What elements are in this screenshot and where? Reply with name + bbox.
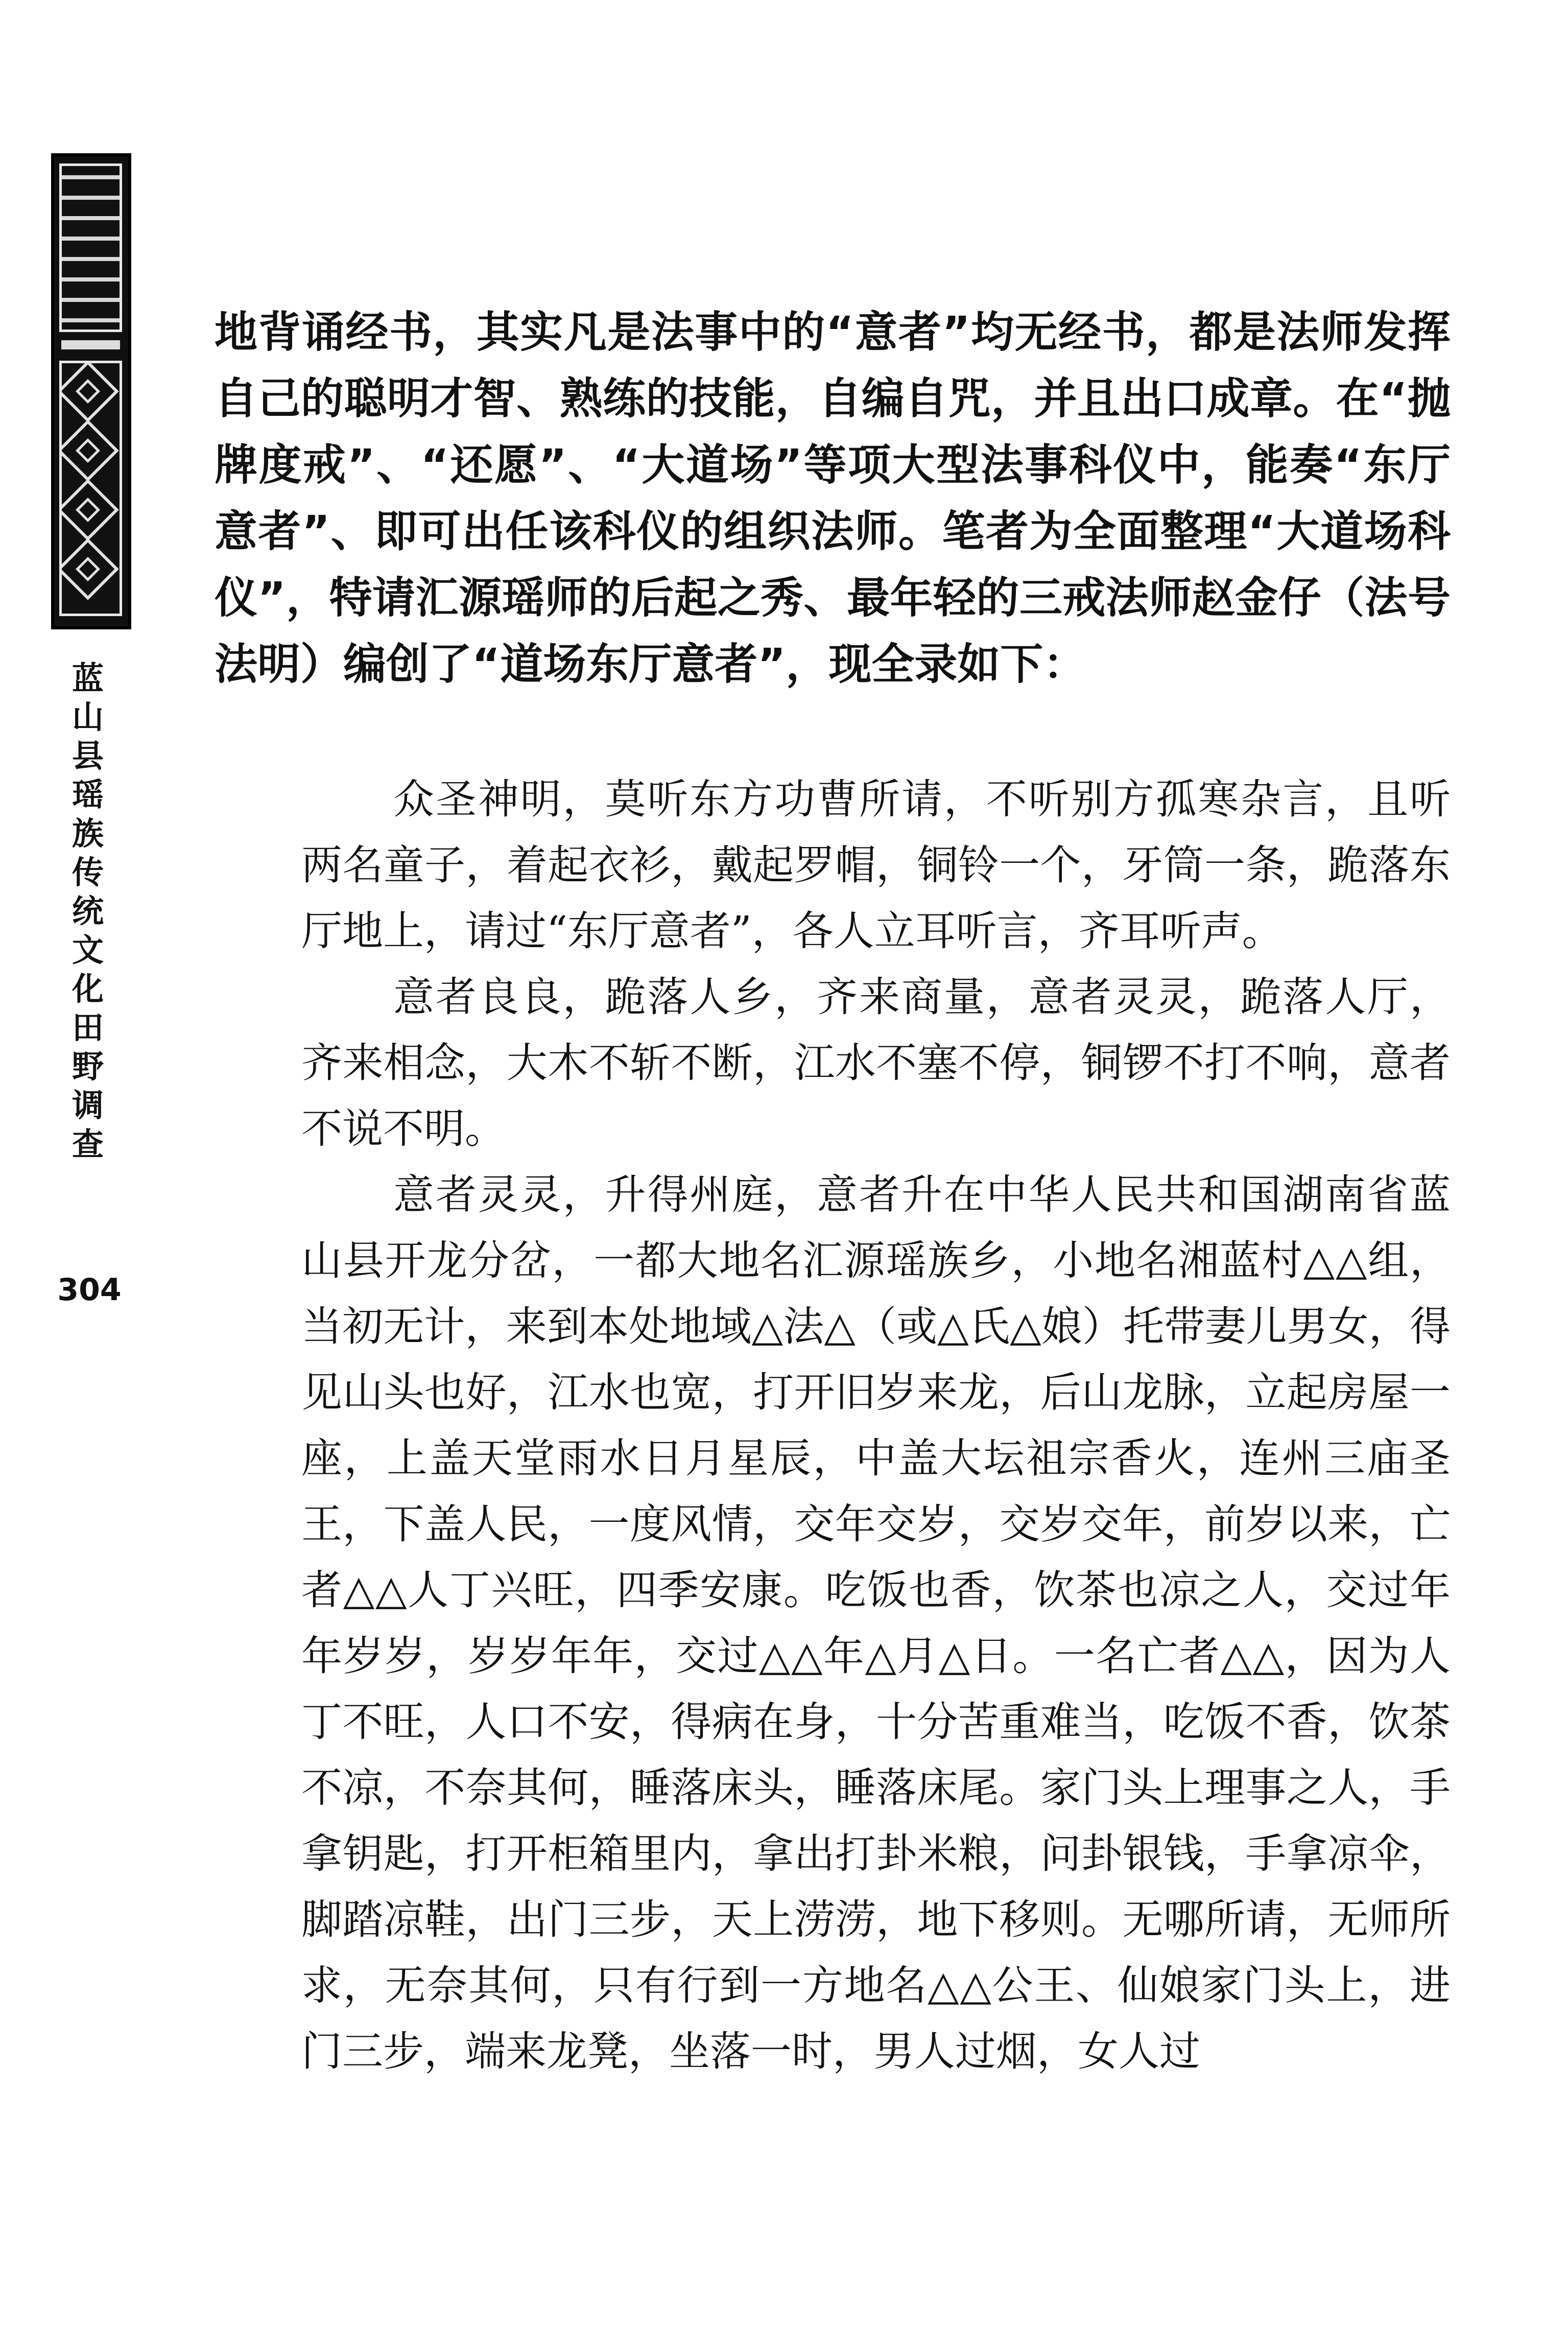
quote-paragraph-1: 众圣神明，莫听东方功曹所请，不听别方孤寒杂言，且听两名童子，着起衣衫，戴起罗帽，铜铃一个，牙筒一条，跪落东厅地上，请过“东厅意者”，各人立耳听言，齐耳听声。 — [301, 775, 1451, 955]
banner-pattern-diamonds — [59, 361, 122, 616]
page-number: 304 — [57, 1272, 122, 1308]
quote-paragraph-3: 意者灵灵，升得州庭，意者升在中华人民共和国湖南省蓝山县开龙分岔，一都大地名汇源瑶族乡，小地名湘蓝村△△组，当初无计，来到本处地域△法△（或△氏△娘）托带妻儿男女，得见山头也好，江水也宽，打开旧岁来龙，后山龙脉，立起房屋一座，上盖天堂雨水日月星辰，中盖大坛祖宗香火，连州三庙圣王，下盖人民，一度风情，交年交岁，交岁交年，前岁以来，亡者△△人丁兴旺，四季安康。吃饭也香，饮茶也凉之人，交过年年岁岁，岁岁年年，交过△△年△月△日。一名亡者△△，因为人丁不旺，人口不安，得病在身，十分苦重难当，吃饭不香，饮茶不凉，不奈其何，睡落床头，睡落床尾。家门头上理事之人，手拿钥匙，打开柜箱里内，拿出打卦米粮，问卦银钱，手拿凉伞，脚踏凉鞋，出门三步，天上涝涝，地下移则。无哪所请，无师所求，无奈其何，只有行到一方地名△△公王、仙娘家门头上，进门三步，端来龙凳，坐落一时，男人过烟，女人过 — [301, 1171, 1451, 2075]
diamond-ornament — [59, 479, 119, 541]
running-title: 蓝山县瑶族传统文化田野调查 — [72, 660, 104, 1163]
diamond-ornament — [59, 538, 119, 600]
decorative-banner — [51, 153, 131, 629]
banner-pattern-top — [59, 163, 122, 332]
quoted-text-block — [301, 766, 1451, 2084]
diamond-ornament — [59, 361, 119, 422]
intro-paragraph: 地背诵经书，其实凡是法事中的“意者”均无经书，都是法师发挥自己的聪明才智、熟练的技能，自编自咒，并且出口成章。在“抛牌度戒”、“还愿”、“大道场”等项大型法事科仪中，能奏“东厅意者”、即可出任该科仪的组织法师。笔者为全面整理“大道场科仪”，特请汇源瑶师的后起之秀、最年轻的三戒法师赵金仔（法号法明）编创了“道场东厅意者”，现全录如下： — [215, 307, 1451, 689]
diamond-ornament — [59, 419, 119, 482]
banner-divider — [61, 340, 120, 349]
quote-paragraph-2: 意者良良，跪落人乡，齐来商量，意者灵灵，跪落人厅，齐来相念，大木不斩不断，江水不塞不停，铜锣不打不响，意者不说不明。 — [301, 973, 1451, 1153]
